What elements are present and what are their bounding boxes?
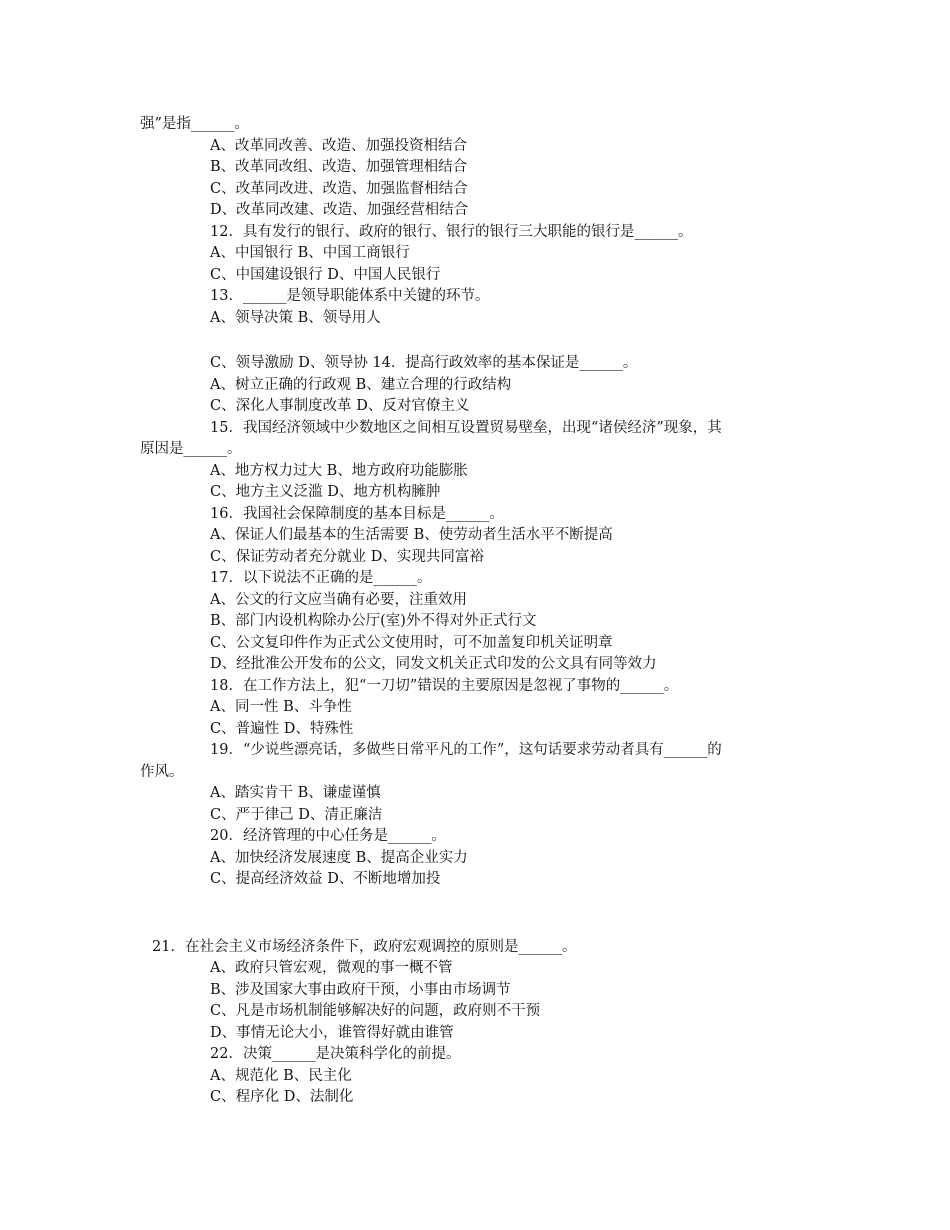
question-line: 13．______是领导职能体系中关键的环节。 xyxy=(210,288,490,304)
option-line: A、同一性 B、斗争性 xyxy=(210,699,352,715)
option-line: B、改革同改组、改造、加强管理相结合 xyxy=(210,159,468,175)
option-line: A、领导决策 B、领导用人 xyxy=(210,310,381,326)
question-line: 17．以下说法不正确的是______。 xyxy=(210,570,432,586)
question-line: 15．我国经济领域中少数地区之间相互设置贸易壁垒，出现“诸侯经济”现象，其 xyxy=(210,420,722,436)
option-line: B、涉及国家大事由政府干预，小事由市场调节 xyxy=(210,982,511,998)
option-line: C、深化人事制度改革 D、反对官僚主义 xyxy=(210,398,470,414)
option-line: D、事情无论大小，谁管得好就由谁管 xyxy=(210,1025,454,1041)
option-line: C、改革同改进、改造、加强监督相结合 xyxy=(210,181,468,197)
option-line: C、地方主义泛滥 D、地方机构臃肿 xyxy=(210,484,441,500)
text-line: 强”是指______。 xyxy=(140,116,249,132)
question-line: 22．决策______是决策科学化的前提。 xyxy=(210,1046,461,1062)
option-line: C、公文复印件作为正式公文使用时，可不加盖复印机关证明章 xyxy=(210,635,613,651)
option-line: C、保证劳动者充分就业 D、实现共同富裕 xyxy=(210,549,484,565)
question-line: 21．在社会主义市场经济条件下，政府宏观调控的原则是______。 xyxy=(152,939,577,955)
option-line: C、领导激励 D、领导协 14．提高行政效率的基本保证是______。 xyxy=(210,355,638,371)
option-line: A、中国银行 B、中国工商银行 xyxy=(210,245,410,261)
option-line: A、政府只管宏观，微观的事一概不管 xyxy=(210,960,453,976)
question-line: 作风。 xyxy=(140,764,184,780)
question-line: 19．“少说些漂亮话，多做些日常平凡的工作”，这句话要求劳动者具有______的 xyxy=(210,742,722,758)
option-line: C、中国建设银行 D、中国人民银行 xyxy=(210,267,441,283)
option-line: A、保证人们最基本的生活需要 B、使劳动者生活水平不断提高 xyxy=(210,527,613,543)
option-line: A、规范化 B、民主化 xyxy=(210,1068,352,1084)
option-line: D、经批准公开发布的公文，同发文机关正式印发的公文具有同等效力 xyxy=(210,656,657,672)
question-line: 16．我国社会保障制度的基本目标是______。 xyxy=(210,506,504,522)
option-line: D、改革同改建、改造、加强经营相结合 xyxy=(210,202,469,218)
option-line: C、凡是市场机制能够解决好的问题，政府则不干预 xyxy=(210,1003,541,1019)
option-line: C、普遍性 D、特殊性 xyxy=(210,721,354,737)
question-line: 20．经济管理的中心任务是______。 xyxy=(210,828,446,844)
option-line: A、改革同改善、改造、加强投资相结合 xyxy=(210,138,467,154)
question-line: 12．具有发行的银行、政府的银行、银行的银行三大职能的银行是______。 xyxy=(210,224,693,240)
option-line: A、公文的行文应当确有必要，注重效用 xyxy=(210,592,467,608)
option-line: A、加快经济发展速度 B、提高企业实力 xyxy=(210,850,468,866)
option-line: C、提高经济效益 D、不断地增加投 xyxy=(210,871,441,887)
option-line: C、程序化 D、法制化 xyxy=(210,1089,354,1105)
option-line: A、树立正确的行政观 B、建立合理的行政结构 xyxy=(210,377,512,393)
option-line: B、部门内设机构除办公厅(室)外不得对外正式行文 xyxy=(210,613,537,629)
option-line: C、严于律己 D、清正廉洁 xyxy=(210,807,383,823)
question-line: 原因是______。 xyxy=(140,441,242,457)
option-line: A、踏实肯干 B、谦虚谨慎 xyxy=(210,785,381,801)
question-line: 18．在工作方法上，犯“一刀切”错误的主要原因是忽视了事物的______。 xyxy=(210,678,679,694)
option-line: A、地方权力过大 B、地方政府功能膨胀 xyxy=(210,463,468,479)
